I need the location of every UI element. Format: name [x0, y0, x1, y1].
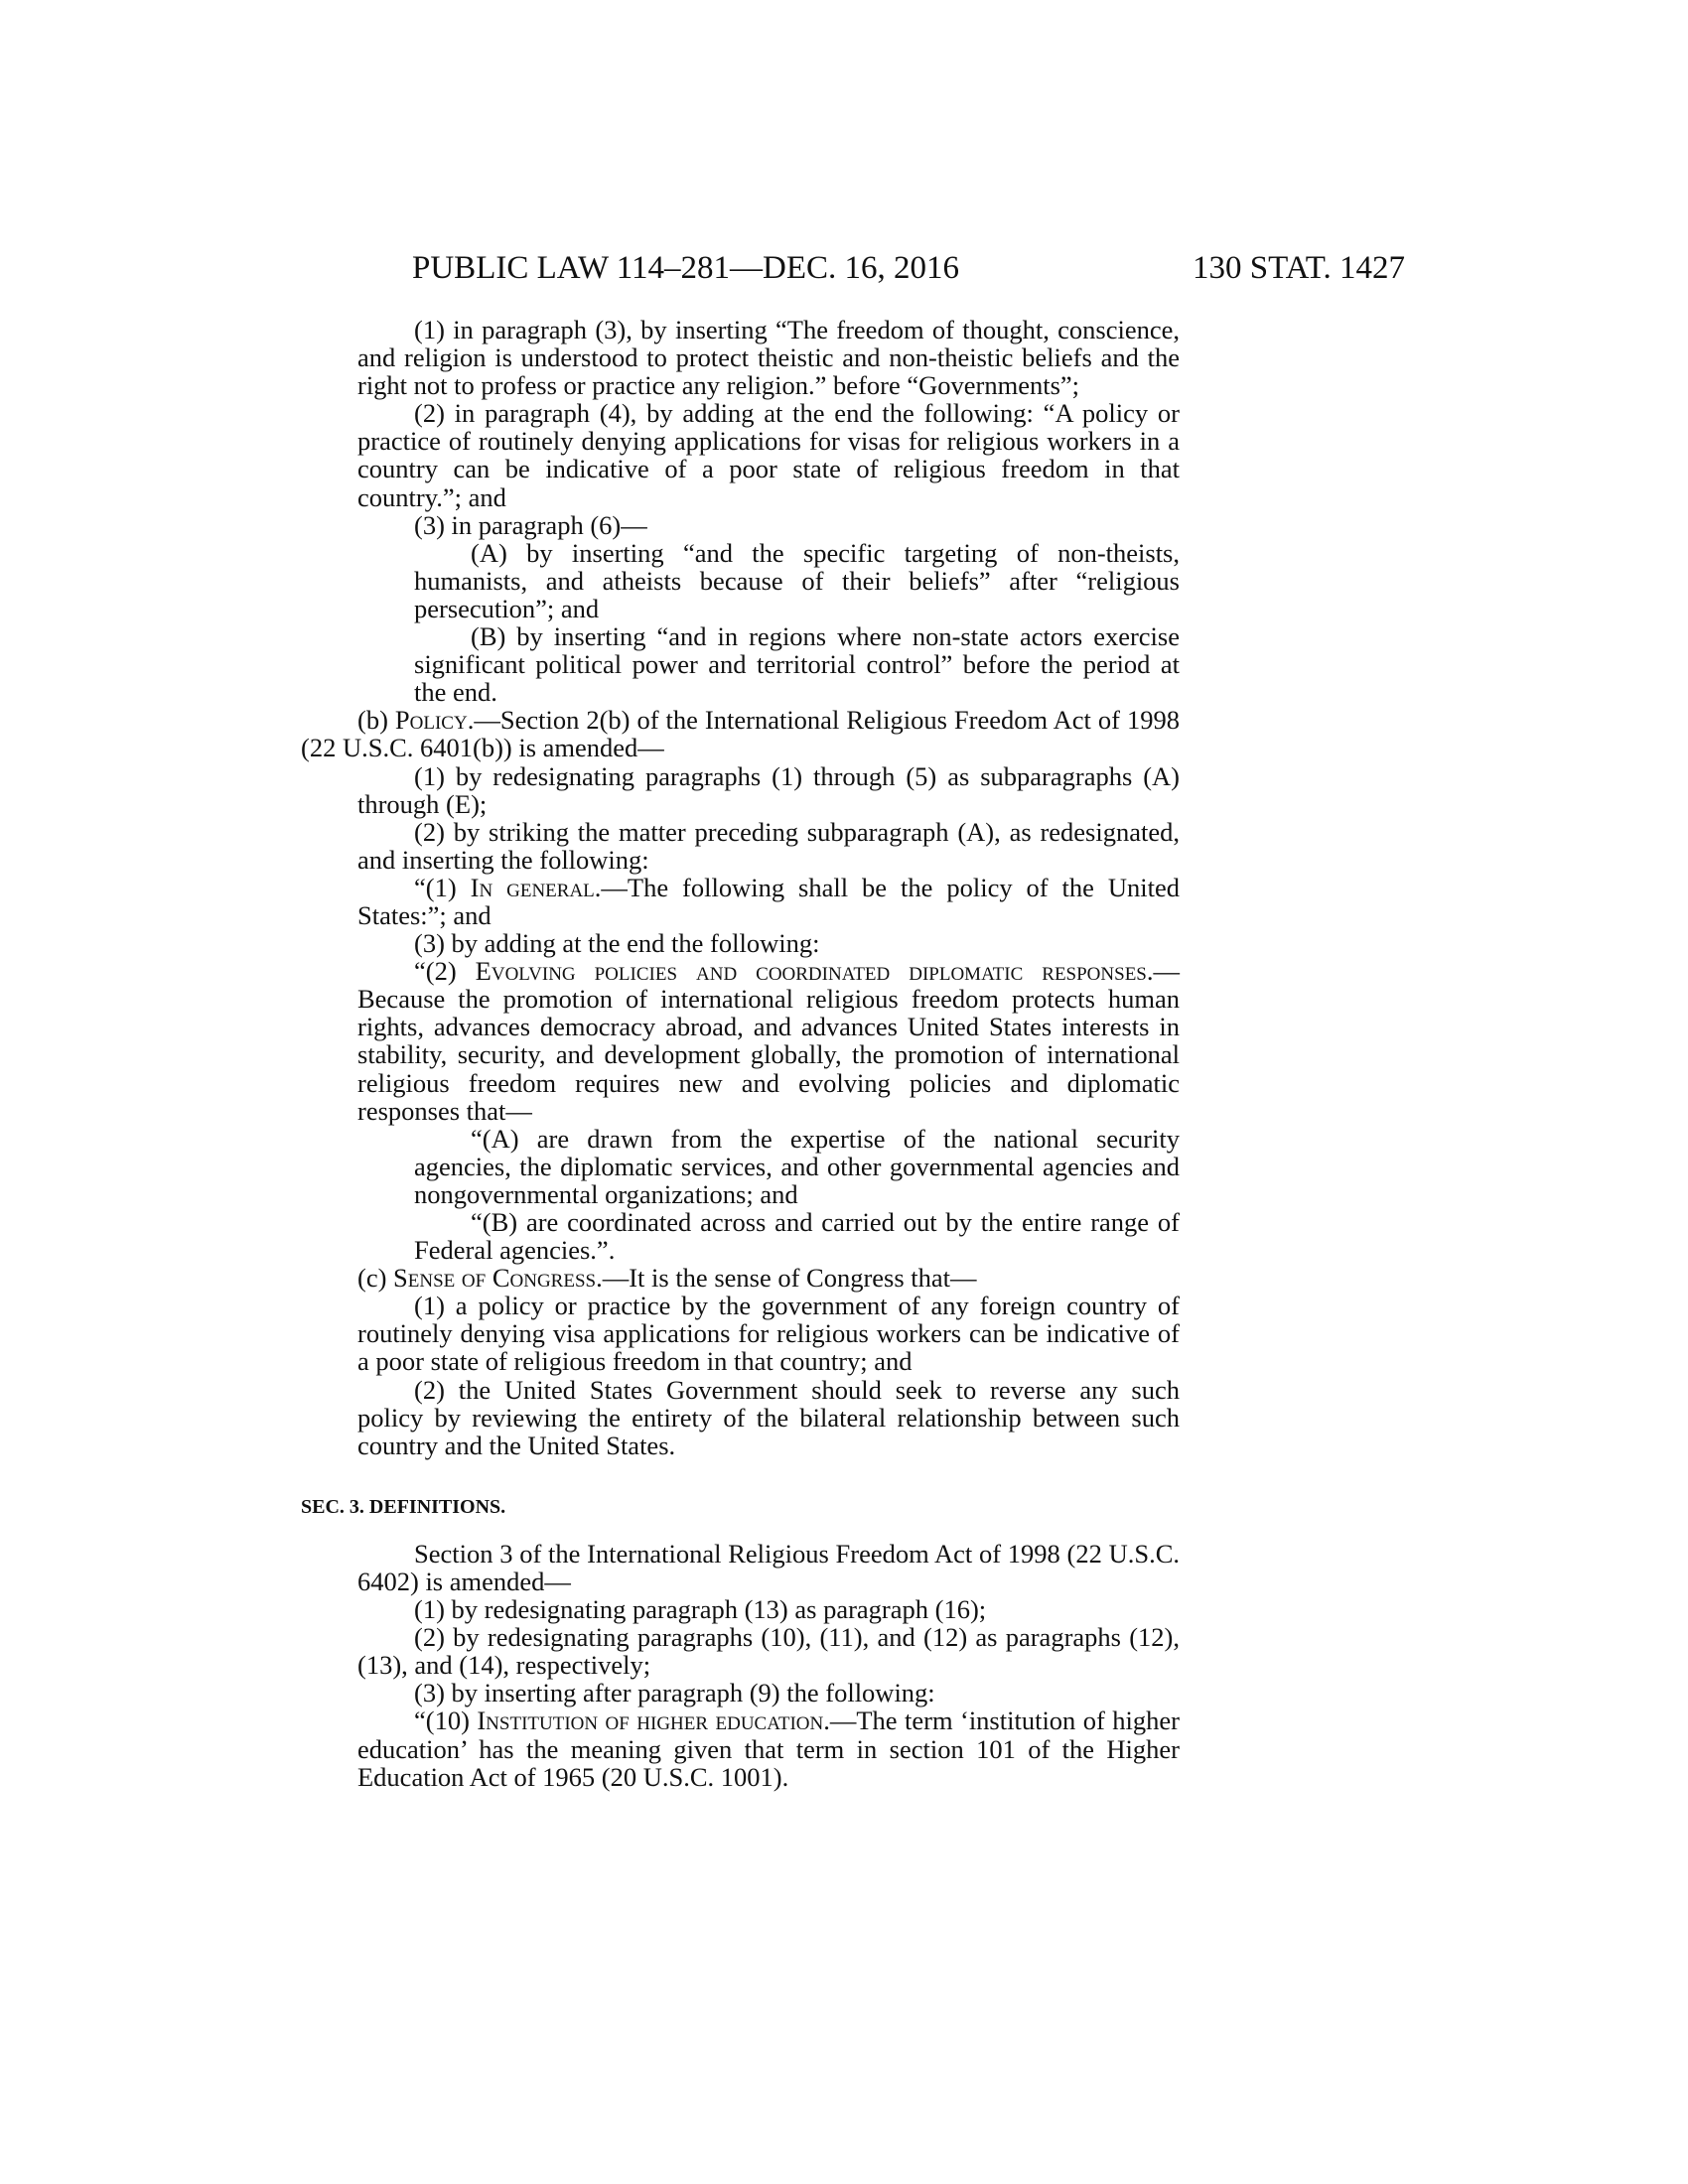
quoted-para-b3 [301, 957, 1180, 1125]
para-a1: (1) in paragraph (3), by inserting “The freedom of thought, conscience, and religion is understood to protect theistic and non-theistic beliefs and the right not to profess or practice any religion.” before “Governments”; [357, 315, 1180, 401]
running-header [412, 248, 1405, 288]
quoted-para-s3-10 [301, 1706, 1180, 1790]
quoted-text: .—The term ‘institution of higher education’ has the meaning given that term in section 101 of the Higher Education Act of 1965 (20 U.S.C. 1001). [357, 1706, 1180, 1792]
quoted-heading: In general [470, 872, 595, 902]
header-title: PUBLIC LAW 114–281—DEC. 16, 2016 [412, 250, 960, 286]
para-c2: (2) the United States Government should seek to reverse any such policy by reviewing the entirety of the bilateral relationship between such country and the United States. [357, 1374, 1180, 1460]
para-s3-1: (1) by redesignating paragraph (13) as paragraph (16); [414, 1594, 987, 1625]
para-a2: (2) in paragraph (4), by adding at the end the following: “A policy or practice of routinely denying applications for visas for religious workers in a country can be indicative of a poor state of religious freedom in that country.”; and [357, 398, 1180, 512]
quoted-para-b2 [301, 874, 1180, 929]
para-b2: (2) by striking the matter preceding subparagraph (A), as redesignated, and inserting the following: [357, 816, 1180, 875]
document-body [301, 316, 1180, 1791]
subsection-c-heading: Sense of Congress [393, 1263, 597, 1294]
section-3-intro: Section 3 of the International Religious Freedom Act of 1998 (22 U.S.C. 6402) is amended— [357, 1538, 1180, 1596]
para-c1: (1) a policy or practice by the government of any foreign country of routinely denying visa applications for religious workers can be indicative of a poor state of religious freedom in that country; and [357, 1291, 1180, 1377]
page-number: 130 STAT. 1427 [1192, 250, 1405, 286]
quoted-label: “(10) [414, 1706, 478, 1736]
quoted-heading: Evolving policies and coordinated diplomatic responses [475, 956, 1147, 987]
quoted-para-b3A: “(A) are drawn from the expertise of the national security agencies, the diplomatic services, and other governmental agencies and nongovernmental organizations; and [414, 1123, 1180, 1209]
subsection-b [301, 706, 1180, 761]
quoted-label: “(1) [414, 872, 471, 902]
quoted-text: .—Because the promotion of international religious freedom protects human rights, advances democracy abroad, and advances United States interests in stability, security, and development globally, the promotion of international religious freedom requires new and evolving policies and diplomatic responses that— [357, 956, 1180, 1126]
subsection-b-label: (b) [357, 705, 395, 736]
para-b1: (1) by redesignating paragraphs (1) through (5) as subparagraphs (A) through (E); [357, 760, 1180, 819]
para-b3: (3) by adding at the end the following: [414, 928, 820, 959]
subsection-b-heading: Policy [394, 705, 468, 736]
subsection-c-label: (c) [357, 1263, 394, 1294]
quoted-label: “(2) [414, 956, 476, 987]
para-a3B: (B) by inserting “and in regions where non-state actors exercise significant political power and territorial control” before the period at the end. [414, 621, 1180, 708]
quoted-para-b3B: “(B) are coordinated across and carried out by the entire range of Federal agencies.”. [414, 1207, 1180, 1266]
para-s3-3: (3) by inserting after paragraph (9) the following: [414, 1678, 935, 1708]
para-s3-2: (2) by redesignating paragraphs (10), (11), and (12) as paragraphs (12), (13), and (14), respectively; [357, 1622, 1180, 1681]
subsection-c [301, 1264, 1180, 1292]
quoted-heading: Institution of higher education [477, 1706, 824, 1736]
para-a3A: (A) by inserting “and the specific targeting of non-theists, humanists, and atheists because of their beliefs” after “religious persecution”; and [414, 537, 1180, 623]
section-3-heading: SEC. 3. DEFINITIONS. [301, 1495, 506, 1518]
subsection-b-text: .—Section 2(b) of the International Religious Freedom Act of 1998 (22 U.S.C. 6401(b)) is amended— [301, 705, 1180, 763]
para-a3: (3) in paragraph (6)— [414, 509, 647, 540]
subsection-c-text: .—It is the sense of Congress that— [596, 1263, 977, 1294]
quoted-text: .—The following shall be the policy of the United States:”; and [357, 872, 1181, 930]
